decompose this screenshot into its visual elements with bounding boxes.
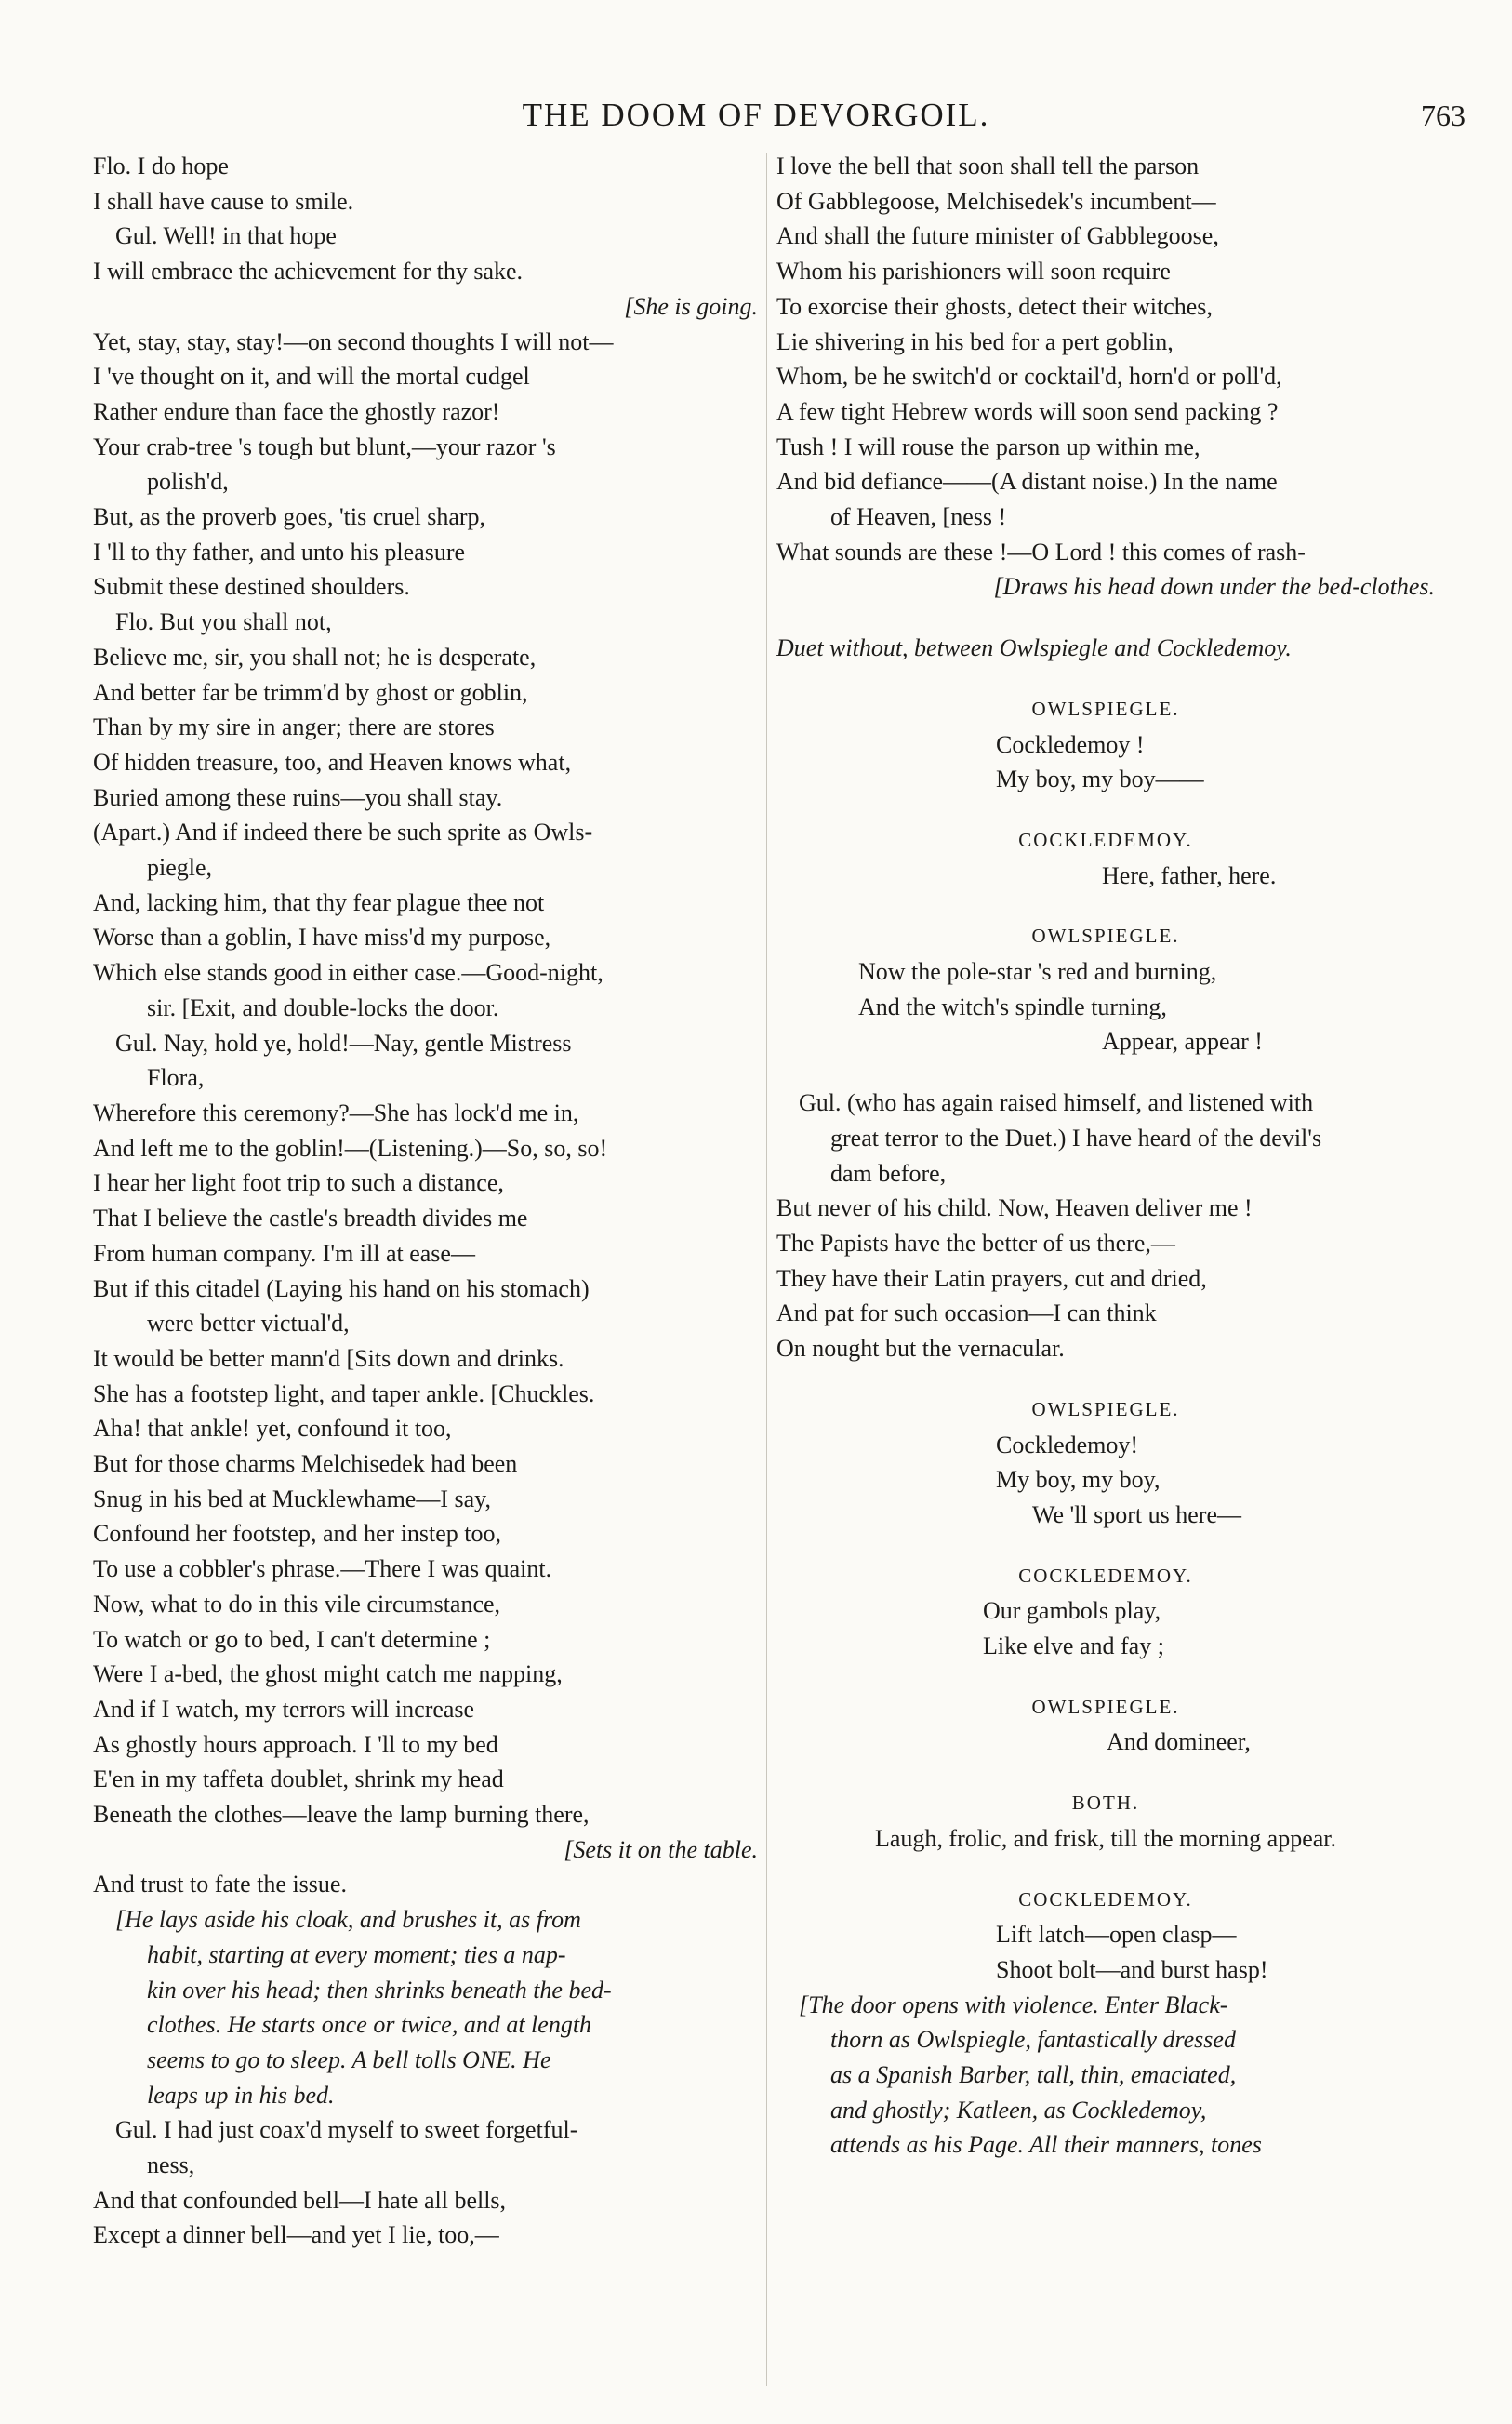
page-header [0, 91, 1512, 147]
stage-direction: as a Spanish Barber, tall, thin, emaciated, [830, 2061, 1237, 2089]
spacer [776, 1760, 1435, 1786]
song-line: My boy, my boy, [996, 1466, 1161, 1494]
text-line: Believe me, sir, you shall not; he is desperate, [93, 643, 537, 671]
text-line: Now, what to do in this vile circumstance, [93, 1590, 501, 1618]
text-line: E'en in my taffeta doublet, shrink my head [93, 1765, 504, 1793]
song-line: Laugh, frolic, and frisk, till the morning appear. [874, 1824, 1337, 1852]
spacer [776, 1059, 1435, 1085]
right-column [776, 149, 1435, 2163]
text-line: Than by my sire in anger; there are stores [93, 713, 495, 741]
text-line: They have their Latin prayers, cut and dried, [776, 1264, 1207, 1292]
text-line: That I believe the castle's breadth divides me [93, 1205, 528, 1232]
spacer [776, 893, 1435, 919]
text-line: Gul. Nay, hold ye, hold!—Nay, gentle Mistress [115, 1029, 572, 1057]
text-line: Gul. I had just coax'd myself to sweet forgetful- [115, 2116, 578, 2144]
song-line: Appear, appear ! [1102, 1028, 1263, 1056]
text-line: But if this citadel (Laying his hand on his stomach) [93, 1274, 590, 1302]
song-line: We 'll sport us here— [1032, 1500, 1241, 1528]
text-line: Beneath the clothes—leave the lamp burning there, [93, 1801, 590, 1829]
song-line: Shoot bolt—and burst hasp! [996, 1955, 1268, 1983]
left-column [93, 149, 758, 2253]
text-line: Whom his parishioners will soon require [776, 258, 1171, 286]
text-line: Your crab-tree 's tough but blunt,—your razor 's [93, 433, 556, 460]
text-line: (Apart.) And if indeed there be such sprite as Owls- [93, 819, 593, 846]
text-line: But, as the proverb goes, 'tis cruel sharp, [93, 503, 486, 531]
stage-direction: seems to go to sleep. A bell tolls ONE. He [147, 2045, 551, 2073]
text-line: great terror to the Duet.) I have heard of the devil's [830, 1124, 1322, 1152]
stage-direction: habit, starting at every moment; ties a nap- [147, 1940, 566, 1968]
spacer [776, 1533, 1435, 1559]
text-line: Gul. (who has again raised himself, and listened with [799, 1089, 1314, 1117]
text-line: ness, [147, 2151, 195, 2179]
spacer [776, 605, 1435, 631]
text-line: Gul. Well! in that hope [115, 222, 337, 250]
text-line: I hear her light foot trip to such a distance, [93, 1169, 504, 1197]
duet-title: Duet without, between Owlspiegle and Cockledemoy. [776, 634, 1292, 662]
text-line: Were I a-bed, the ghost might catch me napping, [93, 1660, 563, 1688]
speaker-heading: OWLSPIEGLE. [1031, 1397, 1180, 1420]
text-line: Flo. But you shall not, [115, 608, 332, 636]
song-line: And the witch's spindle turning, [858, 992, 1167, 1020]
text-line: Rather endure than face the ghostly razor! [93, 397, 500, 425]
text-line: I 'll to thy father, and unto his pleasure [93, 538, 466, 566]
text-line: sir. [Exit, and double-locks the door. [147, 993, 499, 1021]
text-line: Buried among these ruins—you shall stay. [93, 783, 503, 811]
text-line: And better far be trimm'd by ghost or goblin, [93, 678, 528, 706]
stage-direction: attends as his Page. All their manners, tones [830, 2131, 1262, 2159]
text-line: Flora, [147, 1064, 205, 1092]
text-line: But for those charms Melchisedek had been [93, 1450, 518, 1478]
speaker-heading: COCKLEDEMOY. [1018, 1887, 1193, 1911]
text-line: Which else stands good in either case.—Good-night, [93, 959, 603, 987]
spacer [776, 666, 1435, 692]
text-line: Except a dinner bell—and yet I lie, too,— [93, 2221, 499, 2249]
text-line: But never of his child. Now, Heaven deliver me ! [776, 1194, 1253, 1222]
stage-direction: clothes. He starts once or twice, and at length [147, 2011, 592, 2039]
running-title: THE DOOM OF DEVORGOIL. [522, 97, 990, 133]
stage-direction: [Draws his head down under the bed-clothes. [993, 573, 1435, 601]
song-line: Cockledemoy ! [996, 730, 1145, 758]
speaker-heading: OWLSPIEGLE. [1031, 697, 1180, 720]
text-line: And trust to fate the issue. [93, 1871, 347, 1898]
text-line: Snug in his bed at Mucklewhame—I say, [93, 1485, 491, 1512]
text-line: I love the bell that soon shall tell the parson [776, 153, 1200, 180]
spacer [776, 1366, 1435, 1392]
text-line: Confound her footstep, and her instep too, [93, 1520, 502, 1548]
text-line: Worse than a goblin, I have miss'd my purpose, [93, 924, 551, 952]
speaker-heading: OWLSPIEGLE. [1031, 925, 1180, 948]
text-line: And shall the future minister of Gabblegoose, [776, 222, 1219, 250]
text-line: of Heaven, [ness ! [830, 503, 1007, 531]
spacer [776, 797, 1435, 823]
text-line: And if I watch, my terrors will increase [93, 1695, 475, 1723]
spacer [776, 1664, 1435, 1690]
text-line: Wherefore this ceremony?—She has lock'd me in, [93, 1099, 579, 1126]
text-line: I will embrace the achievement for thy sake. [93, 258, 524, 286]
stage-direction: [He lays aside his cloak, and brushes it, as from [115, 1906, 581, 1934]
column-divider [766, 153, 767, 2386]
song-line: Cockledemoy! [996, 1431, 1139, 1458]
text-line: Of hidden treasure, too, and Heaven knows what, [93, 748, 572, 776]
stage-direction: kin over his head; then shrinks beneath the bed- [147, 1976, 612, 2004]
text-line: And left me to the goblin!—(Listening.)—So, so, so! [93, 1134, 608, 1162]
song-line: Our gambols play, [983, 1597, 1161, 1625]
text-line: The Papists have the better of us there,— [776, 1229, 1175, 1257]
stage-direction: leaps up in his bed. [147, 2081, 335, 2109]
speaker-heading: OWLSPIEGLE. [1031, 1695, 1180, 1718]
text-line: Lie shivering in his bed for a pert goblin, [776, 327, 1174, 355]
text-line: Aha! that ankle! yet, confound it too, [93, 1415, 452, 1443]
text-line: And that confounded bell—I hate all bells, [93, 2186, 507, 2214]
text-line: piegle, [147, 854, 213, 882]
text-line: To use a cobbler's phrase.—There I was quaint. [93, 1555, 552, 1583]
text-line: What sounds are these !—O Lord ! this comes of rash- [776, 538, 1306, 566]
text-line: Yet, stay, stay, stay!—on second thoughts I will not— [93, 327, 614, 355]
text-line: To watch or go to bed, I can't determine ; [93, 1625, 491, 1653]
song-line: My boy, my boy—— [996, 766, 1204, 793]
stage-direction: and ghostly; Katleen, as Cockledemoy, [830, 2096, 1207, 2124]
stage-direction: [Sets it on the table. [564, 1835, 758, 1863]
text-line: Tush ! I will rouse the parson up within me, [776, 433, 1200, 460]
text-line: As ghostly hours approach. I 'll to my bed [93, 1730, 498, 1758]
text-line: polish'd, [147, 468, 229, 496]
speaker-heading: BOTH. [1071, 1791, 1140, 1815]
song-line: Now the pole-star 's red and burning, [858, 958, 1217, 986]
text-line: I 've thought on it, and will the mortal cudgel [93, 363, 530, 391]
text-line: It would be better mann'd [Sits down and drinks. [93, 1344, 564, 1372]
text-line: And bid defiance——(A distant noise.) In the name [776, 468, 1278, 496]
text-line: Of Gabblegoose, Melchisedek's incumbent— [776, 187, 1216, 215]
text-line: To exorcise their ghosts, detect their witches, [776, 292, 1213, 320]
spacer [776, 1857, 1435, 1883]
stage-direction: thorn as Owlspiegle, fantastically dressed [830, 2026, 1236, 2054]
text-line: Whom, be he switch'd or cocktail'd, horn'd or poll'd, [776, 363, 1282, 391]
speaker-heading: COCKLEDEMOY. [1018, 828, 1193, 851]
page-number: 763 [1421, 99, 1466, 132]
song-line: Like elve and fay ; [983, 1632, 1164, 1660]
text-line: From human company. I'm ill at ease— [93, 1239, 475, 1267]
text-line: Flo. I do hope [93, 153, 229, 180]
text-line: And, lacking him, that thy fear plague thee not [93, 888, 545, 916]
text-line: dam before, [830, 1159, 947, 1187]
stage-direction: [She is going. [624, 292, 758, 320]
text-line: And pat for such occasion—I can think [776, 1299, 1157, 1327]
text-line: I shall have cause to smile. [93, 187, 354, 215]
song-line: And domineer, [1107, 1728, 1251, 1756]
stage-direction: [The door opens with violence. Enter Black- [799, 1991, 1228, 2018]
speaker-heading: COCKLEDEMOY. [1018, 1564, 1193, 1587]
text-line: were better victual'd, [147, 1310, 350, 1338]
text-line: She has a footstep light, and taper ankle. [Chuckles. [93, 1379, 595, 1407]
text-line: On nought but the vernacular. [776, 1335, 1065, 1363]
text-line: A few tight Hebrew words will soon send packing ? [776, 397, 1279, 425]
song-line: Here, father, here. [1102, 861, 1277, 889]
song-line: Lift latch—open clasp— [996, 1921, 1237, 1949]
text-line: Submit these destined shoulders. [93, 573, 410, 601]
